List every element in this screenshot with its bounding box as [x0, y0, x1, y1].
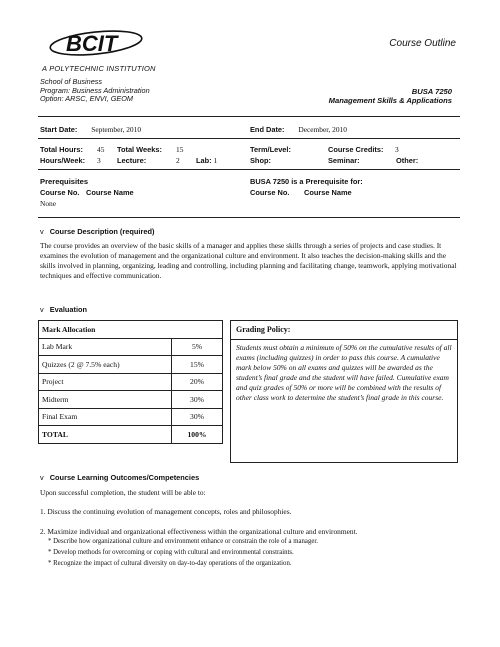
outcome-item-2: 2. Maximize individual and organizational effectiveness within the organizational culture and environment.	[40, 527, 358, 536]
mark-item: Lab Mark	[39, 338, 172, 356]
course-credits-label: Course Credits:	[328, 145, 384, 154]
grading-policy-title: Grading Policy:	[236, 325, 291, 334]
outcome-sub-item: * Recognize the impact of cultural diversity on day-to-day operations of the organization.	[48, 560, 292, 567]
hours-week-label: Hours/Week:	[40, 156, 86, 165]
program: Program: Business Administration	[40, 85, 150, 95]
lab-label: Lab:	[196, 156, 212, 165]
mark-allocation-table	[38, 320, 223, 444]
table-header-row	[39, 321, 223, 339]
lecture-value: 2	[176, 156, 180, 165]
course-title: Management Skills & Applications	[328, 96, 452, 105]
outcome-sub-item: * Describe how organizational culture and environment enhance or constrain the role of a manager.	[48, 538, 318, 545]
outcomes-title: Course Learning Outcomes/Competencies	[49, 473, 200, 482]
total-value: 100%	[172, 426, 223, 444]
bcit-logo	[42, 22, 154, 68]
total-hours-label: Total Hours:	[40, 145, 83, 154]
school-block	[40, 78, 150, 104]
mark-percent: 30%	[172, 391, 223, 409]
course-heading	[329, 87, 452, 105]
start-date-value: September, 2010	[91, 125, 142, 134]
is-prereq-course-name-header: Course Name	[304, 188, 352, 197]
description-title: Course Description (required)	[49, 227, 155, 236]
tagline: A POLYTECHNIC INSTITUTION	[42, 64, 156, 73]
mark-item: Midterm	[39, 391, 172, 409]
divider	[38, 116, 460, 117]
is-prereq-course-no-header: Course No.	[250, 188, 290, 197]
total-weeks-label: Total Weeks:	[117, 145, 162, 154]
description-heading	[40, 227, 154, 236]
description-text: The course provides an overview of the basic skills of a manager and applies these skills through a series of projects and case studies. It examines the evolution of management and the organizational culture and environment. It also teaches the decision-making skills and the skills involved in planning, organizing, leading and controlling, including planning and facilitating change, teamwork, applying motivational techniques and effective communication.	[40, 241, 457, 280]
outcomes-heading	[40, 473, 199, 482]
end-date-value: December, 2010	[298, 125, 347, 134]
shop-label: Shop:	[250, 156, 271, 165]
total-label: TOTAL	[39, 426, 172, 444]
section-bullet: v	[40, 473, 44, 482]
is-prereq-title: BUSA 7250 is a Prerequisite for:	[250, 177, 363, 186]
mark-percent: 30%	[172, 408, 223, 426]
end-date-label: End Date:	[250, 125, 285, 134]
table-row	[39, 356, 223, 374]
lab-value: 1	[213, 156, 218, 165]
mark-item: Project	[39, 373, 172, 391]
outcomes-intro: Upon successful completion, the student will be able to:	[40, 488, 206, 497]
table-row	[39, 408, 223, 426]
logo-text: BCIT	[66, 31, 118, 56]
prereq-course-name-header: Course Name	[86, 188, 134, 197]
outcome-sub-item: * Develop methods for overcoming or coping with cultural and environmental constraints.	[48, 549, 294, 556]
course-outline-label: Course Outline	[389, 38, 456, 49]
course-code: BUSA 7250	[411, 87, 452, 96]
prereq-none: None	[40, 199, 57, 208]
other-label: Other:	[396, 156, 419, 165]
grading-policy-box	[230, 320, 458, 463]
prerequisites-title: Prerequisites	[40, 177, 89, 186]
lecture-label: Lecture:	[117, 156, 147, 165]
section-bullet: v	[40, 305, 44, 314]
mark-percent: 20%	[172, 373, 223, 391]
total-hours-value: 45	[97, 145, 105, 154]
divider	[38, 138, 460, 139]
evaluation-heading	[40, 305, 87, 314]
total-weeks-value: 15	[176, 145, 184, 154]
mark-allocation-header: Mark Allocation	[39, 321, 223, 339]
hours-week-value: 3	[97, 156, 101, 165]
term-level-label: Term/Level:	[250, 145, 291, 154]
outcome-item-1: 1. Discuss the continuing evolution of management concepts, roles and philosophies.	[40, 507, 292, 516]
prereq-course-no-header: Course No.	[40, 188, 80, 197]
option: Option: ARSC, ENVI, GEOM	[40, 94, 133, 104]
seminar-label: Seminar:	[328, 156, 360, 165]
total-row	[39, 426, 223, 444]
divider	[38, 169, 460, 170]
table-row	[39, 338, 223, 356]
divider	[38, 217, 460, 218]
section-bullet: v	[40, 227, 44, 236]
table-row	[39, 391, 223, 409]
start-date-label: Start Date:	[40, 125, 78, 134]
table-row	[39, 373, 223, 391]
mark-item: Quizzes (2 @ 7.5% each)	[39, 356, 172, 374]
mark-item: Final Exam	[39, 408, 172, 426]
course-credits-value: 3	[395, 145, 399, 154]
school-name: School of Business	[40, 77, 103, 86]
mark-percent: 15%	[172, 356, 223, 374]
mark-percent: 5%	[172, 338, 223, 356]
divider	[231, 339, 457, 340]
evaluation-title: Evaluation	[49, 305, 88, 314]
grading-policy-text: Students must obtain a minimum of 50% on the cumulative results of all exams (including quizzes) in order to pass this course. A cumulative mark below 50% on all exams and quizzes will be awarded as the student’s final grade and the student will have failed. Cumulative exam and quiz grades of 50% or more will be combined with the results of other class work to determine the student’s final grade in this course.	[236, 343, 452, 402]
